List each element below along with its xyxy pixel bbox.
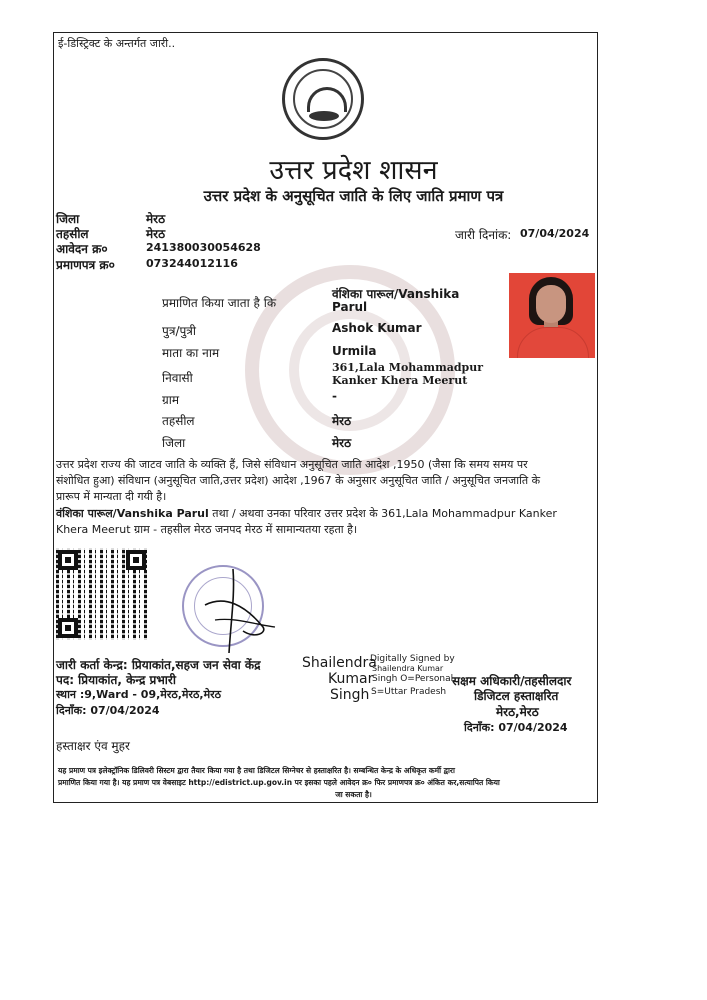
district-label: जिला bbox=[56, 212, 80, 226]
body-line-3: प्रारूप में मान्यता दी गयी है। bbox=[56, 490, 167, 503]
detail-label-child-of: पुत्र/पुत्री bbox=[162, 324, 197, 338]
ds-line-2: Shailendra Kumar bbox=[372, 664, 444, 673]
body-name: वंशिका पारूल/Vanshika Parul bbox=[56, 507, 209, 520]
issuing-center: जारी कर्ता केन्द्र: प्रियाकांत,सहज जन सेवा केंद्र bbox=[56, 658, 261, 672]
certificate-title: उत्तर प्रदेश के अनुसूचित जाति के लिए जाति प्रमाण पत्र bbox=[203, 187, 504, 205]
applicant-photo bbox=[509, 273, 595, 358]
disclaimer-line-3: जा सकता है। bbox=[335, 790, 372, 799]
up-govt-emblem bbox=[282, 58, 364, 140]
signer-name-3: Singh bbox=[330, 687, 370, 703]
issue-date-label: जारी दिनांक: bbox=[455, 228, 512, 242]
tehsil-value: मेरठ bbox=[146, 227, 166, 241]
body-line-5: Khera Meerut ग्राम - तहसील मेरठ जनपद मेरठ में सामान्यतया रहता है। bbox=[56, 523, 358, 536]
certificate-value: 073244012116 bbox=[146, 257, 238, 270]
govt-title: उत्तर प्रदेश शासन bbox=[269, 155, 438, 186]
qr-code bbox=[56, 548, 148, 640]
body-line-4-rest: तथा / अथवा उनका परिवार उत्तर प्रदेश के 361,Lala Mohammadpur Kanker bbox=[208, 507, 557, 520]
signer-name-1: Shailendra bbox=[302, 655, 377, 671]
detail-label-certified: प्रमाणित किया जाता है कि bbox=[162, 296, 277, 310]
handwritten-signature bbox=[195, 565, 285, 655]
detail-value-tehsil: मेरठ bbox=[332, 414, 352, 428]
certificate-label: प्रमाणपत्र क्र० bbox=[56, 258, 115, 272]
detail-value-father: Ashok Kumar bbox=[332, 321, 422, 335]
tehsil-label: तहसील bbox=[56, 227, 89, 241]
body-line-2: संशोधित हुआ) संविधान (अनुसूचित जाति,उत्तर प्रदेश) आदेश ,1967 के अनुसार अनुसूचित जाति / अनुसूचित जनजाति के bbox=[56, 474, 541, 487]
detail-value-mother: Urmila bbox=[332, 344, 377, 358]
disclaimer-line-2: प्रमाणित किया गया है। यह प्रमाण पत्र वेबसाइट http://edistrict.up.gov.in पर इसका पहले आवेदन क्र० फिर प्रमाणपत्र क्र० अंकित कर,सत्यापित किया bbox=[58, 778, 500, 787]
issue-place: स्थान :9,Ward - 09,मेरठ,मेरठ,मेरठ bbox=[56, 688, 222, 701]
application-label: आवेदन क्र० bbox=[56, 242, 108, 256]
footer-left-date: दिनाँक: 07/04/2024 bbox=[56, 704, 160, 717]
detail-label-resident: निवासी bbox=[162, 371, 193, 385]
signer-name-2: Kumar bbox=[328, 671, 374, 687]
ds-line-1: Digitally Signed by bbox=[370, 654, 455, 664]
footer-right-place: मेरठ,मेरठ bbox=[496, 705, 539, 719]
detail-label-district: जिला bbox=[162, 436, 186, 450]
detail-label-village: ग्राम bbox=[162, 393, 180, 407]
detail-value-district: मेरठ bbox=[332, 436, 352, 450]
issue-date-value: 07/04/2024 bbox=[520, 227, 590, 240]
ds-line-3: Singh O=Personal, bbox=[372, 674, 456, 684]
detail-value-name: वंशिका पारूल/Vanshika Parul bbox=[332, 287, 460, 314]
detail-value-village: - bbox=[332, 389, 337, 403]
body-line-1: उत्तर प्रदेश राज्य की जाटव जाति के व्यक्ति हैं, जिसे संविधान अनुसूचित जाति आदेश ,1950 (जैसा कि समय समय पर bbox=[56, 458, 528, 471]
detail-label-tehsil: तहसील bbox=[162, 414, 195, 428]
digitally-signed-label: डिजिटल हस्ताक्षरित bbox=[474, 689, 559, 703]
footer-right-date: दिनाँक: 07/04/2024 bbox=[464, 721, 568, 734]
sign-seal-label: हस्ताक्षर एंव मुहर bbox=[56, 739, 130, 753]
disclaimer-line-1: यह प्रमाण पत्र इलेक्ट्रॉनिक डिलिवरी सिस्टम द्वारा तैयार किया गया है तथा डिजिटल सिग्नेचर से हस्ताक्षरित है। सम्बन्धित केन्द्र के अधिकृत कर्मी द्वारा bbox=[58, 766, 455, 775]
competent-officer: सक्षम अधिकारी/तहसीलदार bbox=[452, 674, 572, 688]
detail-label-mother: माता का नाम bbox=[162, 346, 220, 360]
district-value: मेरठ bbox=[146, 212, 166, 226]
issuer-post: पद: प्रियाकांत, केन्द्र प्रभारी bbox=[56, 673, 176, 687]
body-line-4 bbox=[56, 506, 557, 521]
detail-value-address: 361,Lala Mohammadpur Kanker Khera Meerut bbox=[332, 361, 484, 387]
ds-line-4: S=Uttar Pradesh bbox=[371, 687, 447, 697]
application-value: 241380030054628 bbox=[146, 241, 261, 254]
issued-note: ई-डिस्ट्रिक्ट के अन्तर्गत जारी.. bbox=[58, 37, 176, 50]
